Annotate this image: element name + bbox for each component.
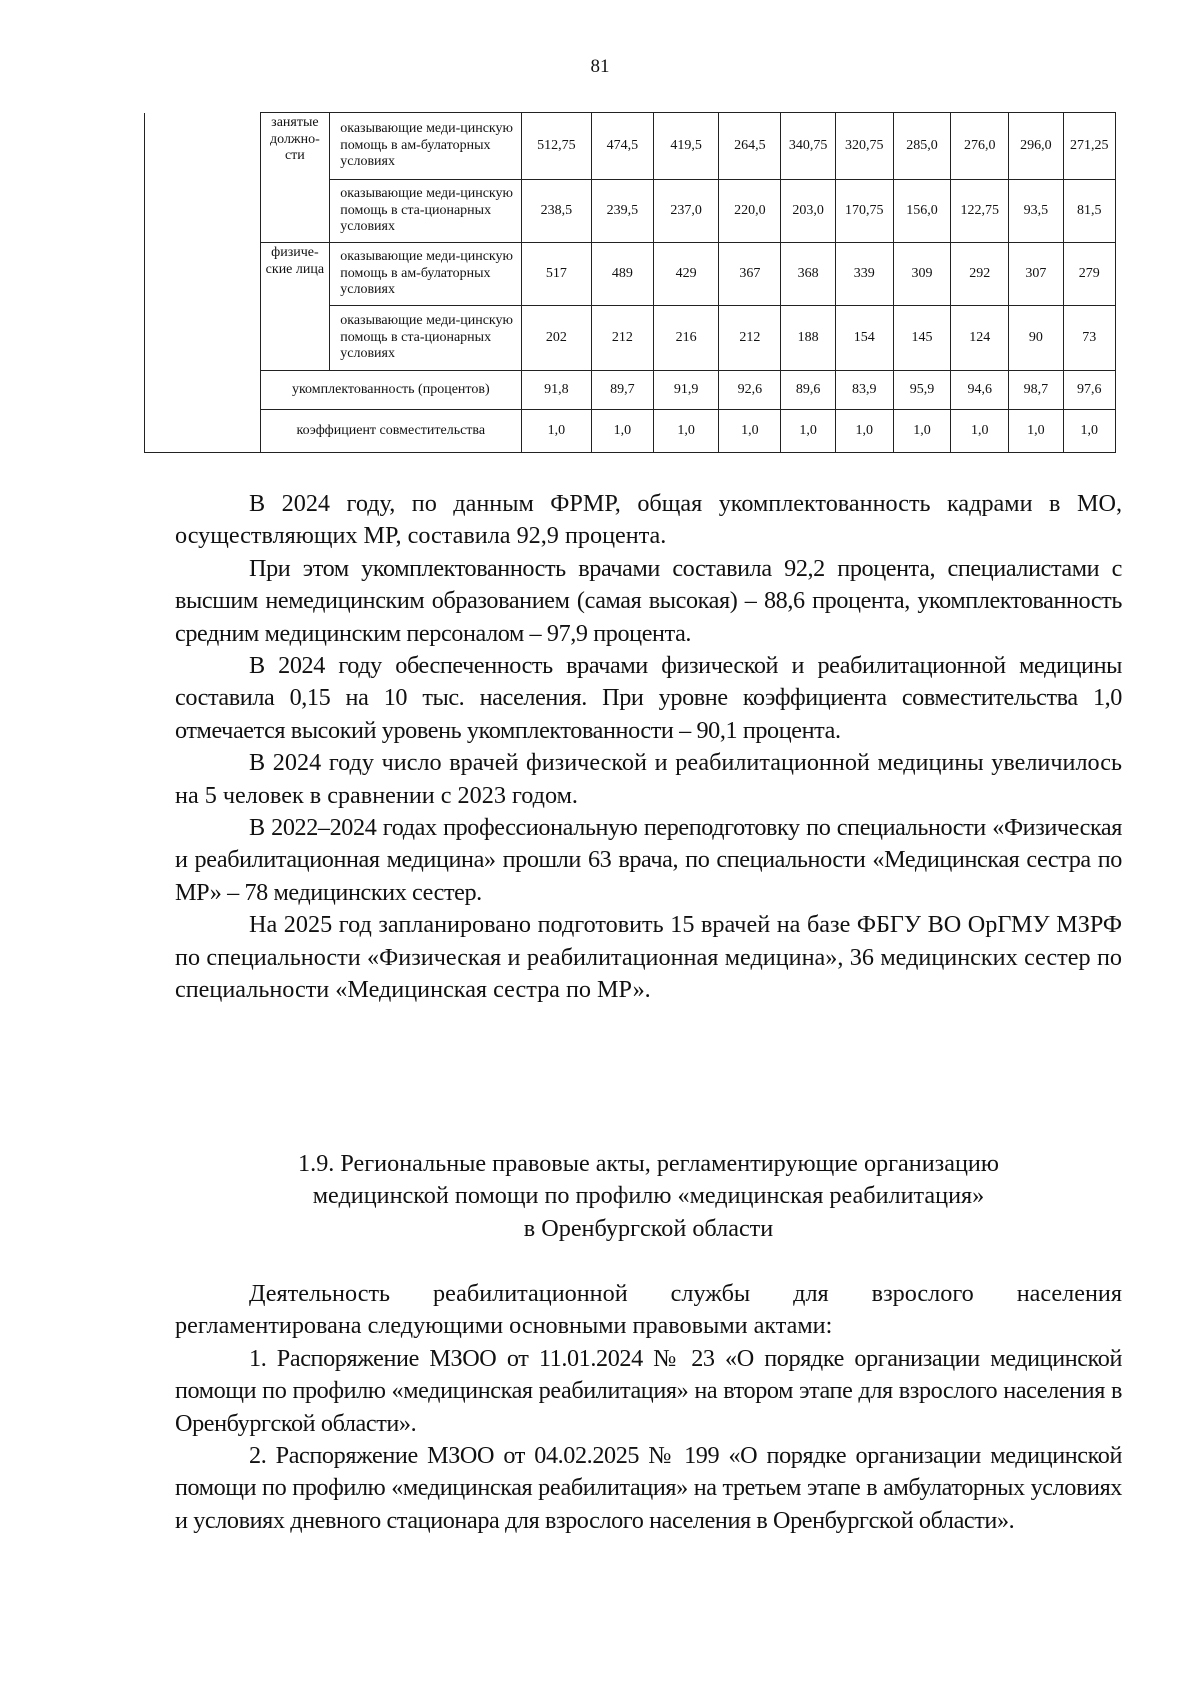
paragraph: В 2022–2024 годах профессиональную переподготовку по специальности «Физическая и реабилитационная медицина» прошли 63 врача, по специальности «Медицинская сестра по МР» – 78 медицинских сестер. [175, 814, 1122, 906]
table-cell: 81,5 [1063, 180, 1115, 243]
table-cell: 95,9 [893, 371, 951, 410]
table-cell: 238,5 [522, 180, 592, 243]
table-cell: 419,5 [653, 113, 718, 180]
table-cell: 429 [653, 243, 718, 306]
table-cell: 124 [951, 306, 1009, 371]
table-cell: 285,0 [893, 113, 951, 180]
table-cell: 97,6 [1063, 371, 1115, 410]
paragraph: Деятельность реабилитационной службы для взрослого населения регламентирована следующими основными правовыми актами: [175, 1280, 1122, 1340]
table-cell: 202 [522, 306, 592, 371]
group-label: занятые должно-сти [260, 113, 330, 243]
page-number: 81 [590, 56, 610, 77]
table-cell: 188 [781, 306, 835, 371]
table-cell: 1,0 [591, 410, 653, 453]
table-cell: 91,8 [522, 371, 592, 410]
table-cell: 1,0 [893, 410, 951, 453]
table-cell: 91,9 [653, 371, 718, 410]
paragraph: В 2024 году обеспеченность врачами физической и реабилитационной медицины составила 0,15 на 10 тыс. населения. При уровне коэффициента совместительства 1,0 отмечается высокий уровень укомплектованности – 90,1 процента. [175, 652, 1122, 744]
paragraph: При этом укомплектованность врачами составила 92,2 процента, специалистами с высшим немедицинским образованием (самая высокая) – 88,6 процента, укомплектованность средним медицинским персоналом – 97,9 процента. [175, 554, 1122, 647]
table-cell: 474,5 [591, 113, 653, 180]
table-cell: 216 [653, 306, 718, 371]
table-cell: 83,9 [835, 371, 893, 410]
table-cell: 279 [1063, 243, 1115, 306]
table-cell: 1,0 [1063, 410, 1115, 453]
table-cell: 89,7 [591, 371, 653, 410]
table-row [145, 113, 1116, 180]
body-text-top [175, 488, 1122, 1007]
table-cell: 271,25 [1063, 113, 1115, 180]
table-cell: 89,6 [781, 371, 835, 410]
table-row [145, 371, 1116, 410]
body-text-bottom [175, 1278, 1122, 1537]
table-cell: 212 [719, 306, 781, 371]
table-cell: 212 [591, 306, 653, 371]
table-cell: 264,5 [719, 113, 781, 180]
table-cell: 276,0 [951, 113, 1009, 180]
table-cell: 73 [1063, 306, 1115, 371]
paragraph: В 2024 году, по данным ФРМР, общая укомплектованность кадрами в МО, осуществляющих МР, составила 92,9 процента. [175, 490, 1122, 550]
table-cell: 339 [835, 243, 893, 306]
table-cell: 220,0 [719, 180, 781, 243]
table-cell: 98,7 [1009, 371, 1063, 410]
heading-line: медицинской помощи по профилю «медицинская реабилитация» [312, 1182, 985, 1210]
table-cell: 1,0 [951, 410, 1009, 453]
table-cell: 156,0 [893, 180, 951, 243]
table-cell: 203,0 [781, 180, 835, 243]
table-cell: 320,75 [835, 113, 893, 180]
table-cell: 122,75 [951, 180, 1009, 243]
table-cell-blank [145, 113, 261, 453]
table-cell: 94,6 [951, 371, 1009, 410]
row-label: оказывающие меди-цинскую помощь в ста-ционарных условиях [330, 180, 522, 243]
table-cell: 512,75 [522, 113, 592, 180]
table-cell: 489 [591, 243, 653, 306]
group-label: физиче-ские лица [260, 243, 330, 371]
table-row [145, 410, 1116, 453]
heading-line: в Оренбургской области [523, 1214, 774, 1242]
table-cell: 1,0 [522, 410, 592, 453]
staffing-label: укомплектованность (процентов) [260, 371, 522, 410]
table-cell: 309 [893, 243, 951, 306]
table-row [145, 243, 1116, 306]
table-cell: 90 [1009, 306, 1063, 371]
combination-label: коэффициент совместительства [260, 410, 522, 453]
table-cell: 237,0 [653, 180, 718, 243]
table-cell: 170,75 [835, 180, 893, 243]
table-cell: 154 [835, 306, 893, 371]
paragraph: В 2024 году число врачей физической и реабилитационной медицины увеличилось на 5 человек в сравнении с 2023 годом. [175, 749, 1122, 809]
table-cell: 1,0 [835, 410, 893, 453]
table-cell: 145 [893, 306, 951, 371]
table-cell: 296,0 [1009, 113, 1063, 180]
staffing-table [144, 112, 1116, 453]
row-label: оказывающие меди-цинскую помощь в ам-булаторных условиях [330, 243, 522, 306]
table-cell: 1,0 [653, 410, 718, 453]
table-cell: 368 [781, 243, 835, 306]
table-cell: 239,5 [591, 180, 653, 243]
section-heading [175, 1148, 1122, 1245]
table-cell: 340,75 [781, 113, 835, 180]
table-cell: 1,0 [1009, 410, 1063, 453]
table-cell: 367 [719, 243, 781, 306]
table-cell: 1,0 [719, 410, 781, 453]
row-label: оказывающие меди-цинскую помощь в ста-ционарных условиях [330, 306, 522, 371]
table-cell: 1,0 [781, 410, 835, 453]
heading-line: 1.9. Региональные правовые акты, регламентирующие организацию [298, 1150, 999, 1177]
paragraph: На 2025 год запланировано подготовить 15 врачей на базе ФБГУ ВО ОрГМУ МЗРФ по специальности «Физическая и реабилитационная медицина», 36 медицинских сестер по специальности «Медицинская сестра по МР». [175, 911, 1122, 1004]
table-cell: 93,5 [1009, 180, 1063, 243]
table-cell: 307 [1009, 243, 1063, 306]
table-cell: 292 [951, 243, 1009, 306]
row-label: оказывающие меди-цинскую помощь в ам-булаторных условиях [330, 113, 522, 180]
table-cell: 92,6 [719, 371, 781, 410]
table-cell: 517 [522, 243, 592, 306]
paragraph: 1. Распоряжение МЗОО от 11.01.2024 № 23 «О порядке организации медицинской помощи по профилю «медицинская реабилитация» на втором этапе для взрослого населения в Оренбургской области». [175, 1344, 1122, 1437]
paragraph: 2. Распоряжение МЗОО от 04.02.2025 № 199 «О порядке организации медицинской помощи по профилю «медицинская реабилитация» на третьем этапе в амбулаторных условиях и условиях дневного стационара для взрослого населения в Оренбургской области». [175, 1442, 1122, 1534]
